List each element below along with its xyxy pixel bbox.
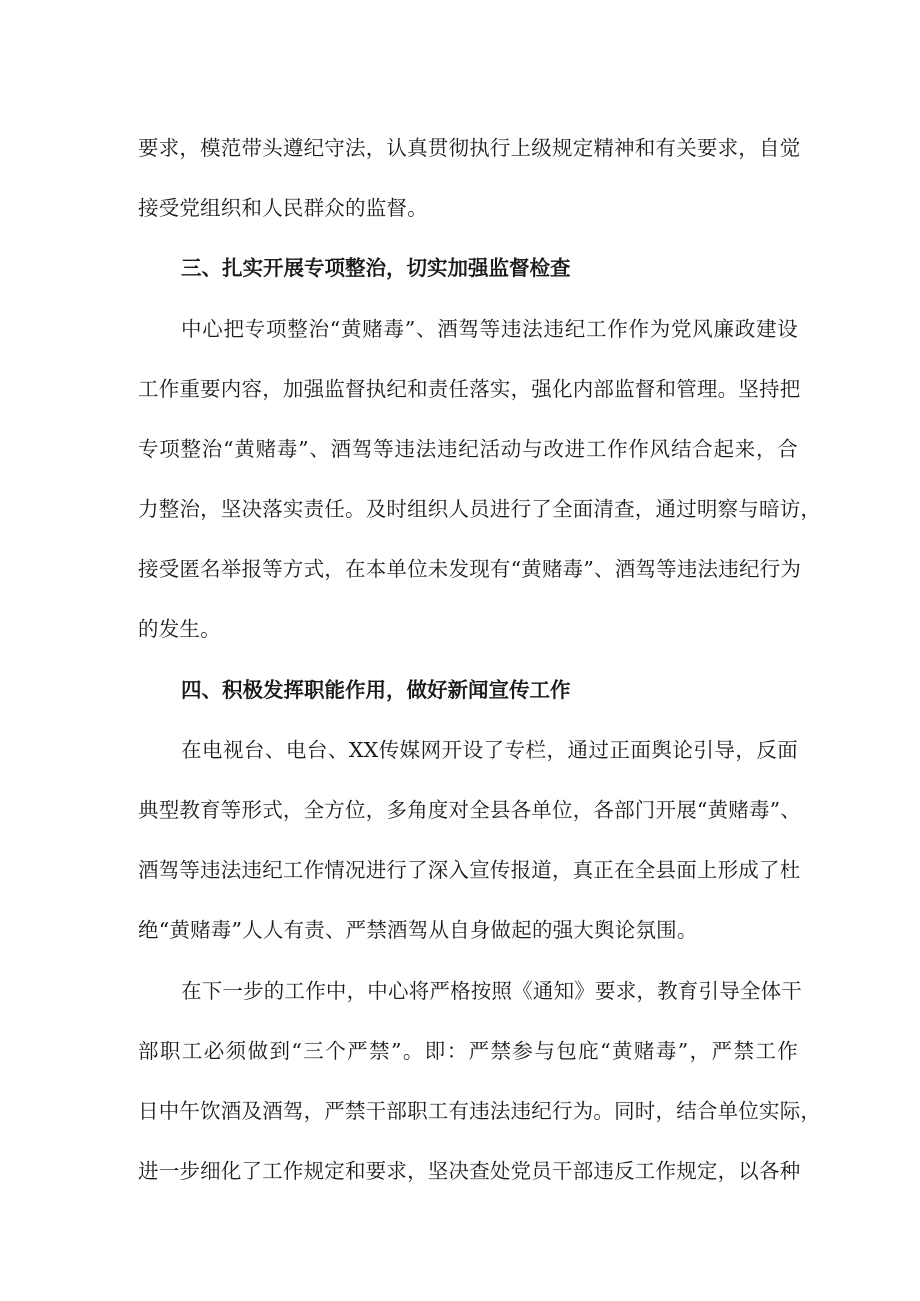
paragraph-line: 专项整治“黄赌毒”、酒驾等违法违纪活动与改进工作作风结合起来，合: [138, 437, 798, 461]
paragraph-line: 绝“黄赌毒”人人有责、严禁酒驾从自身做起的强大舆论氛围。: [138, 918, 698, 942]
paragraph-line: 接受党组织和人民群众的监督。: [138, 196, 428, 220]
paragraph-line: 在电视台、电台、XX传媒网开设了专栏，通过正面舆论引导，反面: [181, 738, 798, 762]
paragraph-line: 接受匿名举报等方式，在本单位未发现有“黄赌毒”、酒驾等违法违纪行为: [138, 557, 802, 581]
paragraph-line: 的发生。: [138, 617, 221, 641]
paragraph-line: 酒驾等违法违纪工作情况进行了深入宣传报道，真正在全县面上形成了杜: [138, 858, 801, 882]
paragraph-line: 日中午饮酒及酒驾，严禁干部职工有违法违纪行为。同时，结合单位实际，: [138, 1099, 822, 1123]
paragraph-line: 要求，模范带头遵纪守法，认真贯彻执行上级规定精神和有关要求，自觉: [138, 136, 801, 160]
section-heading: 三、扎实开展专项整治，切实加强监督检查: [181, 256, 571, 280]
paragraph-line: 进一步细化了工作规定和要求，坚决查处党员干部违反工作规定，以各种: [138, 1159, 801, 1183]
paragraph-line: 工作重要内容，加强监督执纪和责任落实，强化内部监督和管理。坚持把: [138, 377, 801, 401]
section-heading: 四、积极发挥职能作用，做好新闻宣传工作: [181, 678, 571, 702]
paragraph-line: 力整治，坚决落实责任。及时组织人员进行了全面清查，通过明察与暗访，: [138, 497, 822, 521]
paragraph-line: 在下一步的工作中，中心将严格按照《通知》要求，教育引导全体干: [181, 979, 802, 1003]
paragraph-line: 中心把专项整治“黄赌毒”、酒驾等违法违纪工作作为党风廉政建设: [181, 317, 798, 341]
paragraph-line: 部职工必须做到“三个严禁”。即：严禁参与包庇“黄赌毒”，严禁工作: [138, 1039, 798, 1063]
paragraph-line: 典型教育等形式，全方位，多角度对全县各单位，各部门开展“黄赌毒”、: [138, 798, 802, 822]
